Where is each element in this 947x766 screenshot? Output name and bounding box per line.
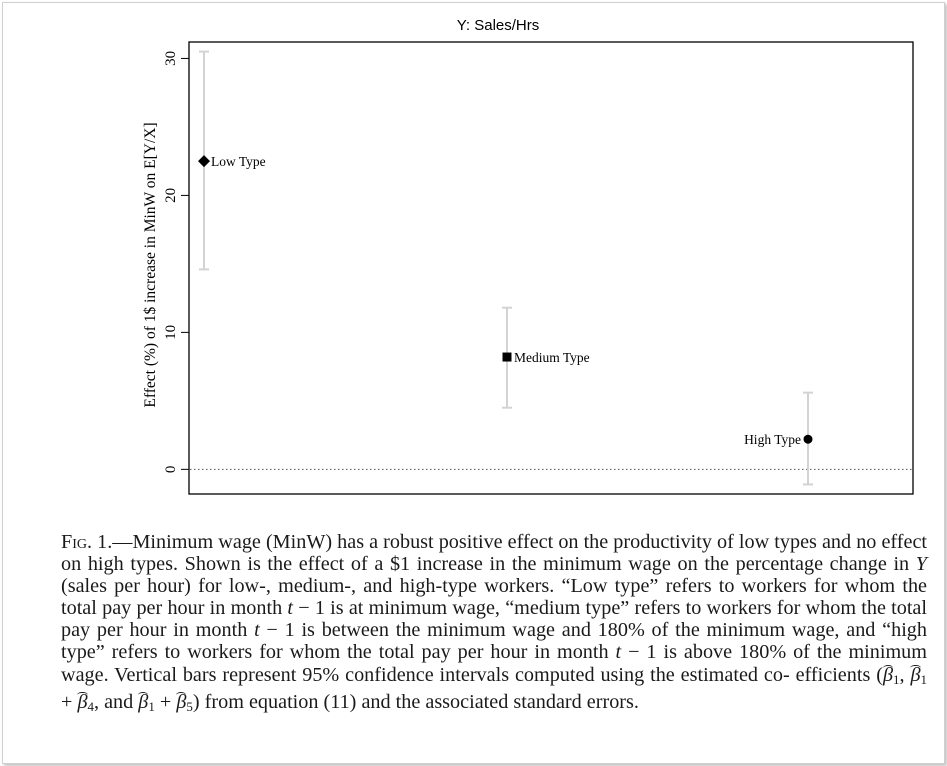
chart	[3, 3, 944, 523]
caption-fig-label: Fig. 1.	[61, 531, 113, 553]
beta-hat-5: β	[176, 690, 187, 713]
caption-line-7b: − 1 is above 180% of the minimum	[621, 641, 927, 664]
beta-hat-4: β	[77, 690, 88, 713]
beta-hat-1c: β	[138, 690, 149, 713]
caption-line-1: —Minimum wage (MinW) has a robust positive effect on the productivity of low	[112, 531, 770, 553]
plot-area	[189, 42, 913, 494]
y-tick-label: 20	[163, 187, 179, 203]
point-medium-type	[502, 308, 590, 408]
label-medium-type: Medium Type	[514, 350, 590, 366]
label-high-type: High Type	[744, 432, 801, 448]
y-axis-label: Effect (%) of 1$ increase in MinW on E[Y/X]	[142, 122, 159, 408]
label-low-type: Low Type	[211, 154, 266, 170]
caption-line-9a: efficients (	[795, 663, 883, 686]
caption-line-4b: − 1 is at minimum	[293, 597, 448, 620]
caption-var-t-3: t	[615, 641, 622, 664]
caption-line-2: types and no effect on high types. Shown is the effect of a $1 increase in the minimum wage	[61, 531, 928, 576]
caption-line-5b: − 1 is	[259, 619, 315, 642]
point-low-type	[198, 52, 266, 270]
marker-diamond	[198, 155, 210, 167]
point-high-type	[744, 393, 813, 485]
caption-line-9d: ) from equation (11) and the associated standard errors.	[192, 690, 639, 713]
figure-frame	[2, 2, 945, 764]
chart-title: Y: Sales/Hrs	[456, 17, 540, 34]
caption-line-6: between the minimum wage and 180% of the minimum wage, and “high type” refers to	[61, 619, 927, 664]
caption-line-3a: on the percentage change in	[677, 553, 916, 576]
marker-circle	[804, 435, 813, 444]
caption-var-t-1: t	[287, 597, 294, 620]
y-tick-label: 30	[163, 50, 179, 66]
caption-var-t-2: t	[254, 619, 260, 642]
caption-line-8: wage. Vertical bars represent 95% confidence intervals computed using the estimated co-	[61, 663, 790, 686]
caption-line-3b: (sales per hour) for low-, medium-, and high-type workers.	[61, 575, 555, 598]
y-tick-label: 10	[163, 324, 179, 340]
y-tick-label: 0	[163, 465, 179, 474]
marker-square	[503, 353, 512, 362]
caption-var-y: Y	[915, 553, 928, 576]
caption-line-5a: wage, “medium type” refers to workers for whom the total pay per hour in month	[61, 597, 927, 642]
beta-hat-1b: β	[910, 663, 921, 686]
caption-line-4a: “Low type” refers to workers for whom the total pay per hour in month	[61, 575, 928, 620]
figure-caption: Fig. 1.—Minimum wage (MinW) has a robust positive effect on the productivity of low types and no effect on high types. Shown is the effect of a $1 increase in the minimum wage on the percentage change in Y (sales per hour) for low-, medium-, and high-type workers. “Low type” refers to workers for whom the total pay per hour in month t − 1 is at minimum wage, “medium type” refers to workers for whom the total pay per hour in month t − 1 is between the minimum wage and 180% of the minimum wage, and “high type” refers to workers for whom the total pay per hour in month t − 1 is above 180% of the minimum wage. Vertical bars represent 95% confidence intervals computed using the estimated co- efficients ($\beta_1$, $\beta_1 + \beta_4$, and $\beta_1 + \beta_5$) from equation (11) and the associated standard errors.	[61, 531, 928, 714]
beta-hat-1a: β	[882, 663, 894, 686]
caption-line-7a: workers for whom the total pay per hour in month	[187, 641, 616, 664]
